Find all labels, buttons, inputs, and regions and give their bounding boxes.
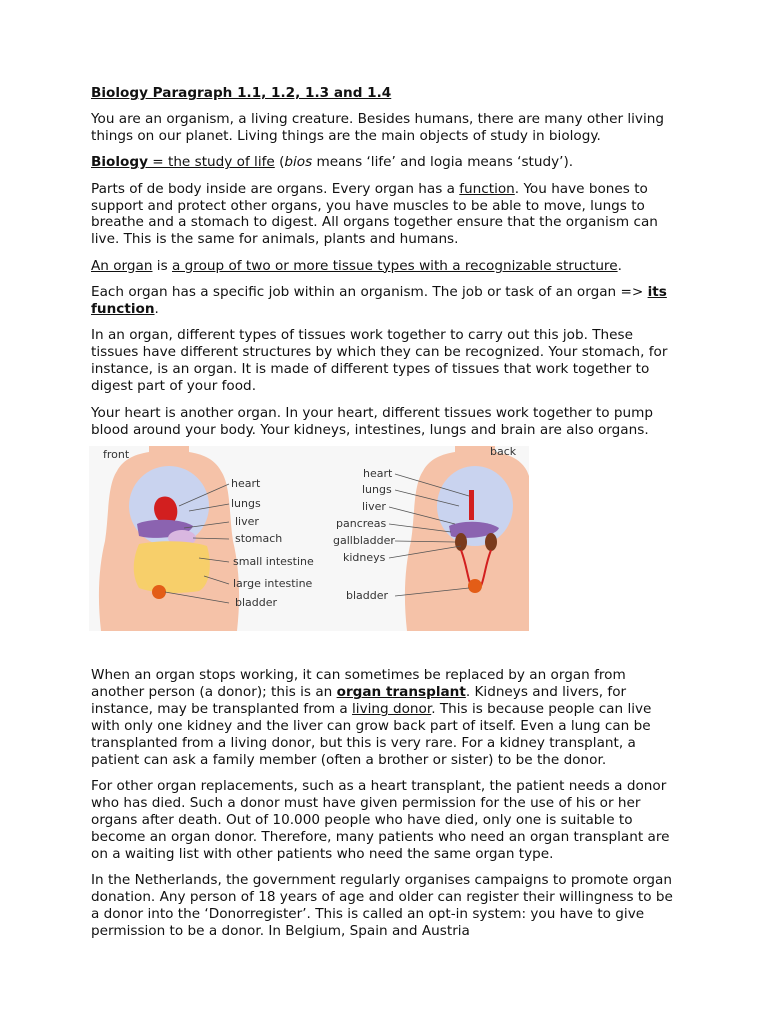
- back-label-liver: liver: [362, 500, 386, 514]
- paragraph-biology-definition: Biology = the study of life (bios means ‘life’ and logia means ‘study’).: [91, 154, 574, 171]
- front-label-liver: liver: [235, 515, 259, 529]
- paragraph-netherlands: In the Netherlands, the government regularly organises campaigns to promote organ donation. Any person of 18 years of age and older can register their willingness to be a donor into the ‘Donorregister’. This is called an opt-in system: you have to give permission to be a donor. In Belgium, Spain and Austria: [91, 872, 673, 940]
- paragraph-organ-definition: An organ is a group of two or more tissue types with a recognizable structure.: [91, 257, 622, 274]
- term-organ-transplant: organ transplant: [336, 684, 466, 701]
- back-label-pancreas: pancreas: [336, 517, 387, 531]
- biology-definition: = the study of life: [147, 154, 275, 171]
- back-label-gallbladder: gallbladder: [333, 534, 395, 548]
- back-label-kidneys: kidneys: [343, 551, 386, 565]
- paragraph-organ-transplant: When an organ stops working, it can sometimes be replaced by an organ from another person (a donor); this is an organ transplant. Kidneys and livers, for instance, may be transplanted from a living donor. This is because people can live with only one kidney and the liver can grow back part of itself. Even a lung can be transplanted from a living donor, but this is very rare. For a kidney transplant, a patient can ask a family member (often a brother or sister) to be the donor.: [91, 667, 652, 768]
- front-label-lungs: lungs: [231, 497, 261, 511]
- term-living-donor: living donor: [352, 701, 432, 718]
- paragraph-tissues: In an organ, different types of tissues work together to carry out this job. These tissues have different structures by which they can be recognized. Your stomach, for instance, is an organ. It is made of different types of tissues that work together to digest part of your food.: [91, 327, 668, 395]
- paragraph-heart: Your heart is another organ. In your heart, different tissues work together to pump blood around your body. Your kidneys, intestines, lungs and brain are also organs.: [91, 404, 654, 438]
- back-label-heart: heart: [363, 467, 393, 481]
- term-function: function: [459, 180, 515, 197]
- document-title: Biology Paragraph 1.1, 1.2, 1.3 and 1.4: [91, 85, 392, 101]
- term-an-organ: An organ: [91, 257, 153, 274]
- paragraph-organism: You are an organism, a living creature. Besides humans, there are many other living things on our planet. Living things are the main objects of study in biology.: [91, 110, 664, 144]
- front-label-small-intestine: small intestine: [233, 555, 314, 569]
- organ-illustration: [89, 446, 529, 631]
- front-label-bladder: bladder: [235, 596, 278, 610]
- term-its-function: its function: [91, 284, 667, 318]
- organ-definition: a group of two or more tissue types with a recognizable structure: [172, 257, 618, 274]
- paragraph-organs: Parts of de body inside are organs. Every organ has a function. You have bones to support and protect other organs, you have muscles to be able to move, lungs to breathe and a stomach to digest. All organs together ensure that the organism can live. This is the same for animals, plants and humans.: [91, 180, 658, 248]
- figure-label-front: front: [103, 448, 130, 462]
- word-bios: bios: [284, 154, 313, 171]
- paragraph-organ-job: Each organ has a specific job within an organism. The job or task of an organ => its function.: [91, 284, 667, 318]
- figure-label-back: back: [490, 445, 517, 459]
- back-label-lungs: lungs: [362, 483, 392, 497]
- front-label-large-intestine: large intestine: [233, 577, 313, 591]
- organ-diagram: [89, 446, 529, 631]
- front-label-stomach: stomach: [235, 532, 283, 546]
- front-label-heart: heart: [231, 477, 261, 491]
- back-label-bladder: bladder: [346, 589, 389, 603]
- term-biology: Biology: [91, 154, 148, 171]
- document-page: [91, 85, 681, 950]
- paragraph-deceased-donor: For other organ replacements, such as a heart transplant, the patient needs a donor who has died. Such a donor must have given permission for the use of his or her organs after death. Out of 10.000 people who have died, only one is suitable to become an organ donor. Therefore, many patients who need an organ transplant are on a waiting list with other patients who need the same organ type.: [91, 778, 670, 862]
